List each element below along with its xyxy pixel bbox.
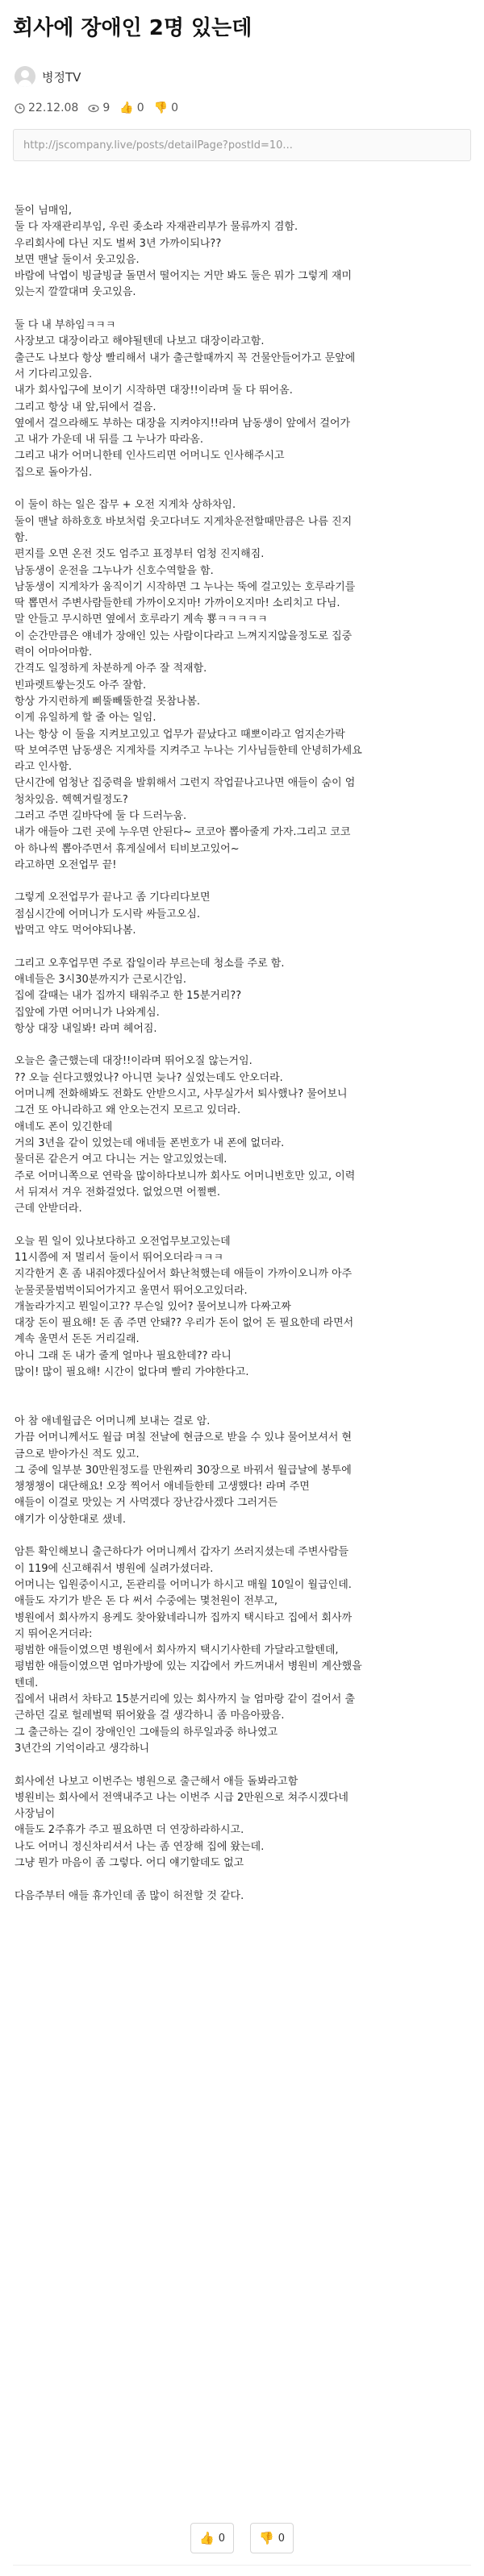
body-line: 11시쯤에 저 멀리서 둘이서 뛰어오더라ㅋㅋㅋ <box>15 1252 224 1264</box>
body-line: 말 안들고 무시하면 옆에서 호루라기 계속 뿅ㅋㅋㅋㅋㅋ <box>15 613 268 626</box>
body-line: 3년간의 기억이라고 생각하니 <box>15 1742 150 1755</box>
body-line: 계속 울면서 돈돈 거리길래. <box>15 1333 140 1346</box>
body-line: 그리고 내가 어머니한테 인사드리면 어머니도 인사해주시고 <box>15 450 285 463</box>
body-line: 딱 뽑면서 주변사람들한테 가까이오지마! 가까이오지마! 소리치고 다님. <box>15 597 340 610</box>
author-name[interactable]: 병정TV <box>42 69 81 85</box>
body-line: ?? 오늘 쉰다고했었나? 아니면 늦나? 싶었는데도 안오더라. <box>15 1071 283 1084</box>
thumbs-down-icon: 👎 <box>153 102 169 114</box>
body-line: 둘 다 자재관리부임, 우린 좆소라 자재관리부가 물류까지 겸함. <box>15 221 298 234</box>
body-line: 아 참 애네월급은 어머니께 보내는 걸로 암. <box>15 1415 211 1427</box>
body-line <box>15 1528 471 1544</box>
body-line: 아 하나씩 뽑아주면서 휴게실에서 티비보고있어~ <box>15 842 240 855</box>
body-line: 물더론 같은거 여고 다니는 거는 알고있었는데. <box>15 1153 227 1166</box>
body-line: 그 출근하는 길이 장애인인 그애들의 하루일과중 하나였고 <box>15 1726 278 1739</box>
body-line: 아니 그래 돈 내가 줄게 얼마나 필요한데?? 라니 <box>15 1349 232 1362</box>
body-line: 그리고 오후업무면 주로 잡일이라 부르는데 청소를 주로 함. <box>15 957 285 970</box>
body-line: 애네도 폰이 있긴한데 <box>15 1120 113 1133</box>
body-line: 둘이 맨날 하하호호 바보처럼 웃고다녀도 지게차운전할때만큼은 나름 진지 <box>15 515 353 528</box>
body-line: 집에서 내려서 차타고 15분거리에 있는 회사까지 늘 엄마랑 같이 걸어서 출 <box>15 1693 356 1706</box>
body-line: 애들도 2주휴가 주고 필요하면 더 연장하라하시고. <box>15 1824 244 1837</box>
post-dislikes-count: 0 <box>171 102 178 114</box>
body-line: 금으로 받아가신 적도 있고. <box>15 1448 140 1460</box>
post-dislikes <box>154 102 178 114</box>
body-line: 그리고 항상 내 앞,뒤에서 걸음. <box>15 401 156 413</box>
body-line: 고 내가 가운데 내 뒤를 그 누나가 따라옴. <box>15 434 203 447</box>
body-line: 우리회사에 다닌 지도 벌써 3년 가까이되나?? <box>15 237 222 250</box>
body-line: 챙챙챙이 대단해요! 오장 찍어서 애네들한테 고생했다! 라며 주면 <box>15 1481 310 1494</box>
body-line: 평범한 애들이였으면 병원에서 회사까지 택시기사한테 가달라고할텐데, <box>15 1644 339 1657</box>
author-row <box>15 64 81 89</box>
body-line <box>15 1398 471 1414</box>
post-views <box>88 102 110 114</box>
body-line: 그 중에 일부분 30만원정도를 만원짜리 30장으로 바꿔서 월급날에 봉투에 <box>15 1464 352 1477</box>
body-line: 점심시간에 어머니가 도시락 싸들고오심. <box>15 908 201 920</box>
body-line: 바람에 낙엽이 빙글빙글 돌면서 떨어지는 거만 봐도 둘은 뭐가 그렇게 재미 <box>15 270 353 283</box>
body-line: 밥먹고 약도 먹어야되나봄. <box>15 924 136 937</box>
body-line: 출근도 나보다 항상 빨리해서 내가 출근할때까지 꼭 건물안들어가고 문앞에 <box>15 351 356 364</box>
post-views-count: 9 <box>102 102 111 114</box>
body-line: 많이! 많이 필요해! 시간이 없다며 빨리 가야한다고. <box>15 1366 249 1379</box>
body-line: 사장님이 <box>15 1808 56 1821</box>
body-line: 지 뛰어온거더라: <box>15 1627 93 1640</box>
post-likes <box>119 102 144 114</box>
post-date <box>15 102 78 114</box>
body-line: 둘 다 내 부하임ㅋㅋㅋ <box>15 319 116 332</box>
body-line: 개놀라가지고 뭔일이고?? 무슨일 있어? 물어보니까 다짜고짜 <box>15 1300 291 1313</box>
body-line: 단시간에 엄청난 집중력을 발휘해서 그런지 작업끝나고나면 애들이 숨이 엄 <box>15 777 356 790</box>
post-body <box>15 203 471 1905</box>
post-meta <box>15 98 188 118</box>
body-line: 병원비는 회사에서 전액내주고 나는 이번주 시급 2만원으로 쳐주시겠다네 <box>15 1791 348 1804</box>
body-line: 항상 대장 내일봐! 라며 헤어짐. <box>15 1022 157 1035</box>
body-line: 얘기가 이상한대로 샜네. <box>15 1513 126 1526</box>
body-line: 병원에서 회사까지 용케도 찾아왔네라니까 집까지 택시타고 집에서 회사까 <box>15 1611 353 1624</box>
body-line: 함. <box>15 531 28 544</box>
body-line: 이 순간만큼은 얘네가 장애인 있는 사람이다라고 느껴지지않을정도로 집중 <box>15 629 353 642</box>
body-line: 딱 보여주면 남동생은 지게차를 지켜주고 누나는 기사님들한테 안녕히가세요 <box>15 744 362 757</box>
body-line: 회사에선 나보고 이번주는 병원으로 출근해서 애들 돌봐라고함 <box>15 1775 298 1788</box>
body-line: 그냥 뭔가 마음이 좀 그렇다. 어디 얘기할데도 없고 <box>15 1856 244 1869</box>
body-line: 사장보고 대장이라고 해야될텐데 나보고 대장이라고함. <box>15 335 265 348</box>
body-line: 애네들은 3시30분까지가 근로시간임. <box>15 973 187 986</box>
body-line: 나도 어머니 정신차리셔서 나는 좀 연장해 집에 왔는데. <box>15 1840 265 1853</box>
body-line: 암튼 확인해보니 출근하다가 어머니께서 갑자기 쓰러지셨는데 주변사람들 <box>15 1546 349 1559</box>
post-url-field[interactable]: http://jscompany.live/posts/detailPage?postId=10... <box>13 129 471 161</box>
body-line: 그렇게 오전업무가 끝나고 좀 기다리다보면 <box>15 891 211 904</box>
body-line <box>15 1381 471 1397</box>
body-line: 청차있음. 헥헥거릴정도? <box>15 793 128 806</box>
clock-icon <box>15 103 25 114</box>
body-line: 빈파렛트쌓는것도 아주 잘함. <box>15 679 147 692</box>
body-line: 있는지 깔깔대며 웃고있음. <box>15 286 136 299</box>
thumbs-down-icon: 👎 <box>259 2531 274 2545</box>
body-line <box>15 1217 471 1233</box>
like-count: 0 <box>218 2532 225 2545</box>
body-line <box>15 1757 471 1773</box>
body-line: 다음주부터 애들 휴가인데 좀 많이 허전할 것 같다. <box>15 1889 244 1902</box>
dislike-count: 0 <box>277 2532 285 2545</box>
body-line: 서 기다리고있음. <box>15 368 93 380</box>
body-line: 둘이 님매임, <box>15 205 73 217</box>
body-line: 항상 가지런하게 삐뚤빼뚤한걸 못참나봄. <box>15 695 201 708</box>
body-line <box>15 1872 471 1888</box>
body-line <box>15 301 471 318</box>
avatar-head-shape <box>21 70 29 78</box>
body-line: 대장 돈이 필요해! 돈 좀 주면 안돼?? 우리가 돈이 없어 돈 필요한데 라면서 <box>15 1317 354 1330</box>
body-line: 애들도 자기가 받은 돈 다 써서 수중에는 몇천원이 전부고, <box>15 1595 278 1608</box>
body-line: 오늘은 출근했는데 대장!!이라며 뛰어오질 않는거임. <box>15 1055 252 1068</box>
body-line <box>15 481 471 497</box>
body-line: 집에 갈때는 내가 집까지 태워주고 한 15분거리?? <box>15 990 242 1003</box>
body-line: 라고 인사함. <box>15 761 73 774</box>
body-line: 나는 항상 이 둘을 지켜보고있고 업무가 끝났다고 때뽀이라고 엄지손가락 <box>15 728 345 741</box>
body-line: 내가 회사입구에 보이기 시작하면 대장!!이라며 둘 다 뛰어옴. <box>15 384 293 397</box>
avatar-body-shape <box>18 80 32 87</box>
post-title: 회사에 장애인 2명 있는데 <box>13 16 252 40</box>
body-line <box>15 874 471 890</box>
body-line: 보면 맨날 둘이서 웃고있음. <box>15 253 140 266</box>
thumbs-up-icon: 👍 <box>119 102 134 114</box>
body-line: 라고하면 오전업무 끝! <box>15 858 117 871</box>
body-line: 주로 어머니쪽으로 연락을 많이하다보니까 회사도 어머니번호만 있고, 이력 <box>15 1170 356 1182</box>
body-line: 평범한 애들이였으면 엄마가방에 있는 지갑에서 카드꺼내서 병원비 계산했을 <box>15 1660 362 1673</box>
body-line: 눈물콧물범벅이되어가지고 울면서 뛰어오고있더라. <box>15 1284 248 1297</box>
vote-row <box>0 2523 484 2555</box>
body-line: 어머니는 입원중이시고, 돈관리를 어머니가 하시고 매월 10일이 월급인데. <box>15 1578 352 1591</box>
body-line: 이 둘이 하는 일은 잡무 + 오전 지게차 상하차임. <box>15 499 236 512</box>
body-line: 서 뒤져서 겨우 전화걸었다. 없었으면 어쩔뻔. <box>15 1186 220 1199</box>
body-line: 옆에서 걸으라해도 부하는 대장을 지켜야지!!라며 남동생이 앞에서 걸어가 <box>15 417 351 430</box>
thumbs-up-icon: 👍 <box>199 2531 215 2545</box>
body-line: 가끔 어머니께서도 월급 며칠 전날에 현금으로 받을 수 있냐 물어보셔서 현 <box>15 1431 353 1444</box>
body-line: 어머니께 전화해봐도 전화도 안받으시고, 사무실가서 퇴사했나? 물어보니 <box>15 1088 348 1101</box>
divider <box>13 2565 471 2566</box>
post-likes-count: 0 <box>136 102 144 114</box>
eye-icon <box>88 103 99 114</box>
body-line: 집으로 돌아가심. <box>15 466 93 479</box>
body-line <box>15 939 471 955</box>
body-line: 내가 애들아 그런 곳에 누우면 안된다~ 코코아 뽑아줄게 가자.그리고 코코 <box>15 826 351 839</box>
body-line: 오늘 뭔 일이 있나보다하고 오전업무보고있는데 <box>15 1235 231 1248</box>
body-line: 애들이 이걸로 맛있는 거 사먹겠다 장난감사겠다 그러거든 <box>15 1497 278 1510</box>
body-line: 집앞에 가면 어머니가 나와계심. <box>15 1006 160 1019</box>
body-line: 근하던 길로 헐레벌떡 뛰어왔을 걸 생각하니 좀 마음아팠음. <box>15 1710 285 1722</box>
body-line: 편지를 오면 온전 것도 엄주고 표정부터 엄청 진지해짐. <box>15 548 265 561</box>
body-line: 력이 어마어마함. <box>15 646 93 659</box>
body-line: 거의 3년을 같이 있었는데 애네들 폰번호가 내 폰에 없더라. <box>15 1136 285 1149</box>
body-line: 지각한거 혼 좀 내줘야겠다싶어서 화난척했는데 애들이 가까이오니까 아주 <box>15 1268 353 1281</box>
body-line: 그러고 주면 길바닥에 둘 다 드러누움. <box>15 809 187 822</box>
body-line <box>15 1037 471 1053</box>
body-line: 간격도 일정하게 차분하게 아주 잘 적재함. <box>15 663 207 675</box>
body-line: 텐데. <box>15 1676 39 1689</box>
body-line: 남동생이 운전을 그누나가 신호수역할을 함. <box>15 564 214 577</box>
body-line: 그건 또 아니라하고 왜 안오는건지 모르고 있더라. <box>15 1104 241 1117</box>
dislike-button[interactable] <box>250 2523 294 2553</box>
body-line: 이게 유일하게 할 줄 아는 일임. <box>15 712 156 725</box>
avatar-icon[interactable] <box>15 66 35 87</box>
like-button[interactable] <box>190 2523 234 2553</box>
body-line: 근데 안받더라. <box>15 1203 82 1215</box>
body-line: 이 119에 신고해줘서 병원에 실려가셨더라. <box>15 1562 214 1575</box>
post-date-text: 22.12.08 <box>28 102 79 114</box>
body-line: 남동생이 지게차가 움직이기 시작하면 그 누나는 뚝에 걸고있는 호루라기를 <box>15 580 356 593</box>
